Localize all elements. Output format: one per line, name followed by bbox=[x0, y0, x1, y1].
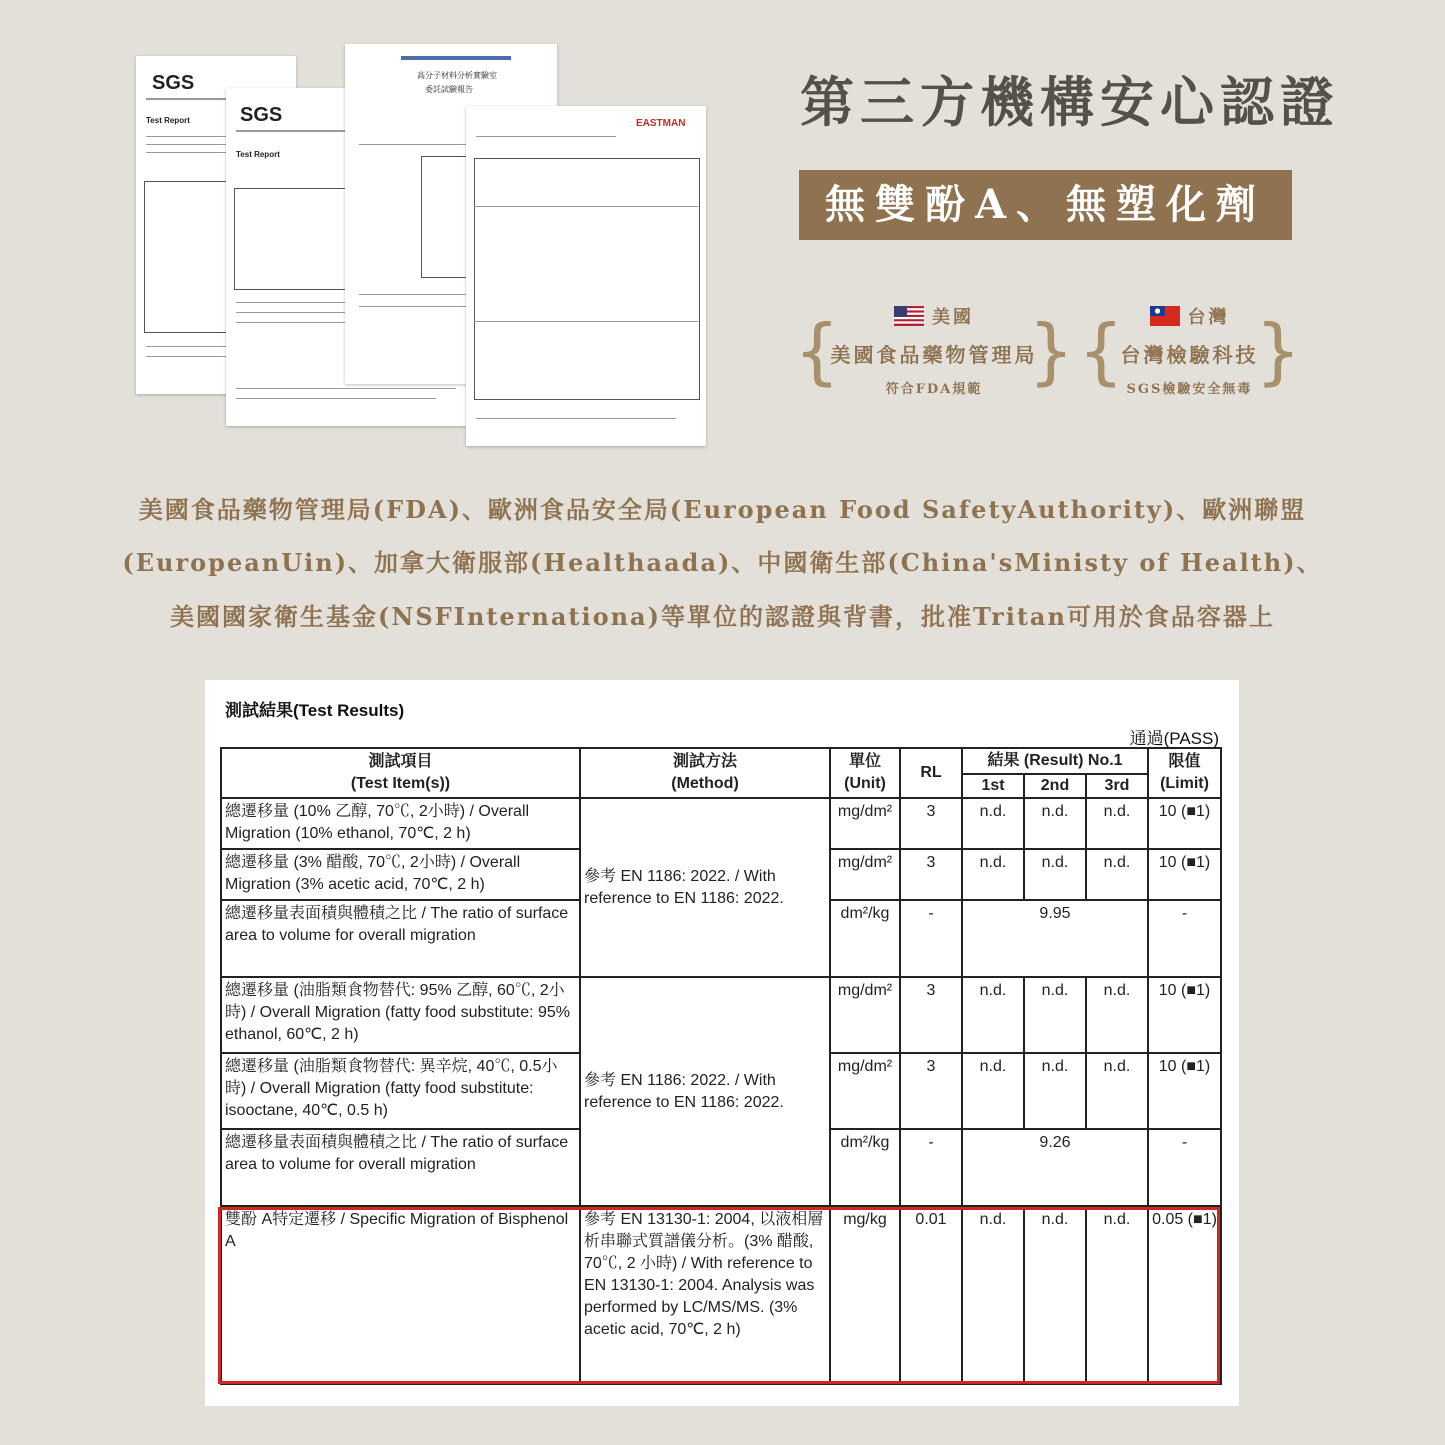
report-title: Test Report bbox=[146, 116, 190, 125]
description-line-2: (EuropeanUin)、加拿大衛服部(Healthaada)、中國衛生部(China'sMinisty of Health)、 bbox=[122, 548, 1323, 577]
result-3rd: n.d. bbox=[1086, 977, 1148, 1053]
left-brace-icon: { bbox=[794, 309, 840, 393]
description-line-3: 美國國家衛生基金(NSFInternationa)等單位的認證與背書，批准Tritan可用於食品容器上 bbox=[170, 602, 1275, 631]
page-title: 第三方機構安心認證 bbox=[800, 70, 1340, 134]
result-3rd: n.d. bbox=[1086, 1206, 1148, 1384]
result-2nd: n.d. bbox=[1024, 798, 1086, 849]
limit: - bbox=[1148, 900, 1221, 977]
header-limit: 限值 (Limit) bbox=[1148, 748, 1221, 798]
result-merged: 9.95 bbox=[962, 900, 1148, 977]
result-1st: n.d. bbox=[962, 849, 1024, 900]
limit: 10 (■1) bbox=[1148, 798, 1221, 849]
result-3rd: n.d. bbox=[1086, 798, 1148, 849]
eastman-report-image bbox=[466, 106, 706, 446]
rl: 0.01 bbox=[900, 1206, 962, 1384]
certification-taiwan bbox=[1078, 305, 1301, 397]
rl: - bbox=[900, 1129, 962, 1206]
unit: mg/dm² bbox=[830, 977, 900, 1053]
unit: mg/dm² bbox=[830, 849, 900, 900]
test-item: 總遷移量表面積與體積之比 / The ratio of surface area to volume for overall migration bbox=[221, 1129, 580, 1206]
header-2nd: 2nd bbox=[1024, 774, 1086, 798]
report-title: Test Report bbox=[236, 150, 280, 159]
description-line-1: 美國食品藥物管理局(FDA)、歐洲食品安全局(European Food SafetyAuthority)、歐洲聯盟 bbox=[138, 495, 1307, 524]
right-brace-icon: } bbox=[1028, 309, 1074, 393]
rl: 3 bbox=[900, 849, 962, 900]
limit: 10 (■1) bbox=[1148, 849, 1221, 900]
sgs-logo: SGS bbox=[240, 104, 283, 126]
header-3rd: 3rd bbox=[1086, 774, 1148, 798]
header-test-item: 測試項目 (Test Item(s)) bbox=[221, 748, 580, 798]
result-1st: n.d. bbox=[962, 977, 1024, 1053]
us-flag-icon bbox=[894, 306, 924, 326]
test-results-card bbox=[205, 680, 1239, 1406]
result-3rd: n.d. bbox=[1086, 849, 1148, 900]
header-method: 測試方法 (Method) bbox=[580, 748, 830, 798]
feature-banner: 無雙酚A、無塑化劑 bbox=[799, 170, 1292, 240]
test-item: 總遷移量 (10% 乙醇, 70℃, 2小時) / Overall Migration (10% ethanol, 70℃, 2 h) bbox=[221, 798, 580, 849]
header-unit: 單位 (Unit) bbox=[830, 748, 900, 798]
limit: 10 (■1) bbox=[1148, 977, 1221, 1053]
certification-note: 符合FDA規範 bbox=[885, 382, 983, 397]
unit: mg/kg bbox=[830, 1206, 900, 1384]
sgs-logo: SGS bbox=[152, 72, 195, 94]
result-2nd: n.d. bbox=[1024, 849, 1086, 900]
right-brace-icon: } bbox=[1255, 309, 1301, 393]
result-2nd: n.d. bbox=[1024, 977, 1086, 1053]
result-2nd: n.d. bbox=[1024, 1206, 1086, 1384]
result-3rd: n.d. bbox=[1086, 1053, 1148, 1129]
test-item: 總遷移量 (油脂類食物替代: 95% 乙醇, 60℃, 2小時) / Overall Migration (fatty food substitute: 95% ethanol, 60℃, 2 h) bbox=[221, 977, 580, 1053]
highlight-box bbox=[218, 1207, 1220, 1384]
organization-name: 台灣檢驗科技 bbox=[1120, 343, 1259, 367]
result-2nd: n.d. bbox=[1024, 1053, 1086, 1129]
result-1st: n.d. bbox=[962, 798, 1024, 849]
eastman-logo: EASTMAN bbox=[636, 118, 686, 129]
rl: - bbox=[900, 900, 962, 977]
limit: 10 (■1) bbox=[1148, 1053, 1221, 1129]
table-row bbox=[221, 798, 1221, 849]
table-row bbox=[221, 977, 1221, 1053]
rl: 3 bbox=[900, 1053, 962, 1129]
header-result: 結果 (Result) No.1 bbox=[962, 748, 1148, 774]
test-item: 總遷移量表面積與體積之比 / The ratio of surface area to volume for overall migration bbox=[221, 900, 580, 977]
left-brace-icon: { bbox=[1078, 309, 1124, 393]
lab-name: 高分子材料分析實驗室 bbox=[417, 71, 497, 80]
limit: - bbox=[1148, 1129, 1221, 1206]
test-item: 總遷移量 (3% 醋酸, 70℃, 2小時) / Overall Migration (3% acetic acid, 70℃, 2 h) bbox=[221, 849, 580, 900]
result-1st: n.d. bbox=[962, 1206, 1024, 1384]
rl: 3 bbox=[900, 798, 962, 849]
country-name: 台灣 bbox=[1187, 307, 1230, 328]
unit: dm²/kg bbox=[830, 1129, 900, 1206]
unit: dm²/kg bbox=[830, 900, 900, 977]
test-results-title: 測試結果(Test Results) bbox=[225, 701, 405, 720]
taiwan-flag-icon bbox=[1150, 306, 1180, 326]
test-method: 參考 EN 1186: 2022. / With reference to EN 1186: 2022. bbox=[580, 977, 830, 1206]
rl: 3 bbox=[900, 977, 962, 1053]
limit: 0.05 (■1) bbox=[1148, 1206, 1221, 1384]
certification-note: SGS檢驗安全無毒 bbox=[1126, 382, 1253, 397]
report-name: 委託試驗報告 bbox=[425, 85, 473, 94]
pass-label: 通過(PASS) bbox=[1129, 729, 1219, 748]
header-rl: RL bbox=[900, 748, 962, 798]
test-item: 總遷移量 (油脂類食物替代: 異辛烷, 40℃, 0.5小時) / Overall Migration (fatty food substitute: isooctane, 40℃, 0.5 h) bbox=[221, 1053, 580, 1129]
test-method: 參考 EN 13130-1: 2004, 以液相層析串聯式質譜儀分析。(3% 醋酸, 70℃, 2 小時) / With reference to EN 13130-1: 2004. Analysis was performed by LC/MS/MS. (3% acetic acid, 70℃, 2 h) bbox=[580, 1206, 830, 1384]
header-1st: 1st bbox=[962, 774, 1024, 798]
result-merged: 9.26 bbox=[962, 1129, 1148, 1206]
result-1st: n.d. bbox=[962, 1053, 1024, 1129]
organization-name: 美國食品藥物管理局 bbox=[830, 343, 1038, 367]
test-method: 參考 EN 1186: 2022. / With reference to EN 1186: 2022. bbox=[580, 798, 830, 977]
unit: mg/dm² bbox=[830, 1053, 900, 1129]
unit: mg/dm² bbox=[830, 798, 900, 849]
country-name: 美國 bbox=[932, 307, 974, 328]
test-item: 雙酚 A特定遷移 / Specific Migration of Bisphenol A bbox=[221, 1206, 580, 1384]
certification-usa bbox=[794, 305, 1074, 397]
